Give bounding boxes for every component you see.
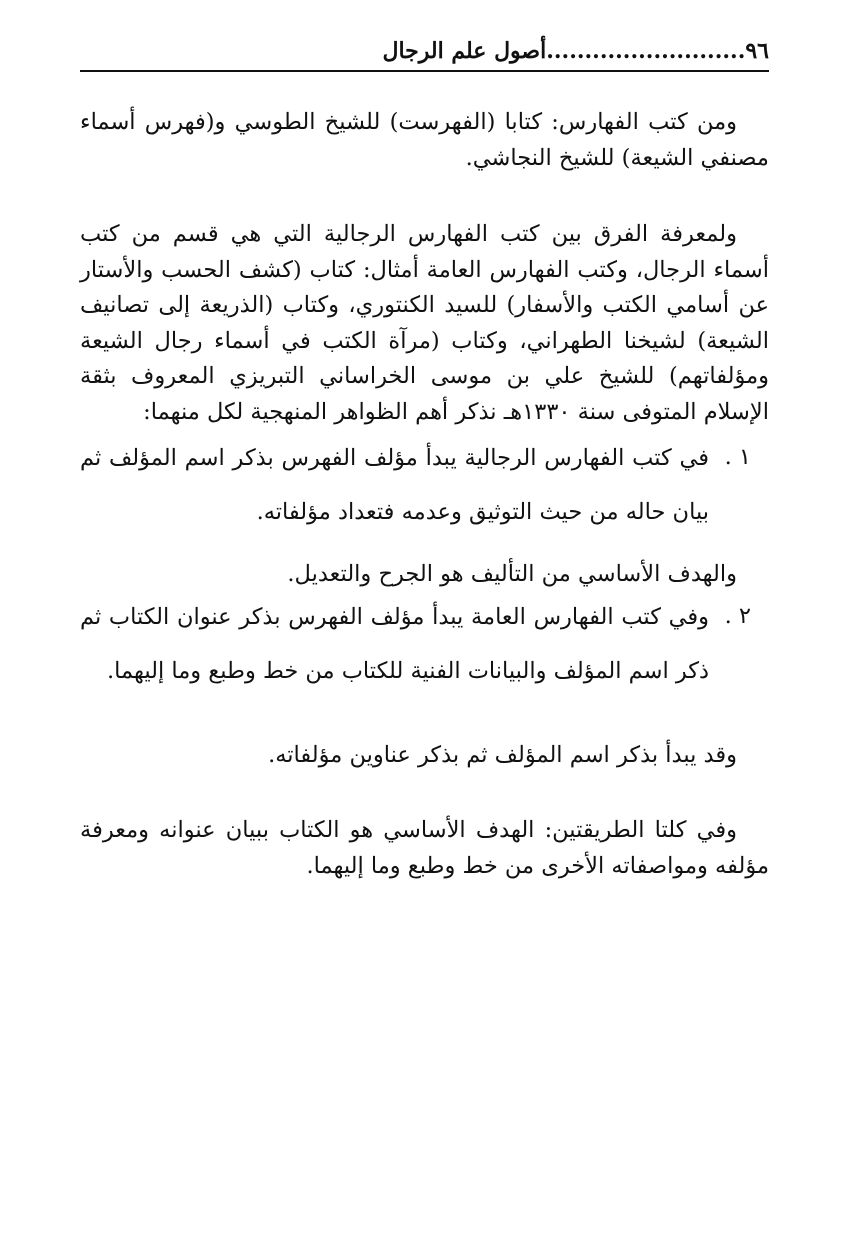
- paragraph-5: وفي كلتا الطريقتين: الهدف الأساسي هو الكتاب ببيان عنوانه ومعرفة مؤلفه ومواصفاته الأخرى من خط وطبع وما إليهما.: [80, 817, 769, 879]
- page-number: ٩٦: [745, 38, 769, 64]
- running-header: [80, 36, 769, 72]
- book-title-header: [382, 36, 769, 66]
- list-item-1-text: في كتب الفهارس الرجالية يبدأ مؤلف الفهرس بذكر اسم المؤلف ثم بيان حاله من حيث التوثيق وعدمه فتعداد مؤلفاته.: [80, 445, 709, 525]
- header-dot-leader: ..........................: [546, 38, 746, 64]
- list-item-2: [80, 599, 769, 698]
- paragraph-1: ومن كتب الفهارس: كتابا (الفهرست) للشيخ الطوسي و(فهرس أسماء مصنفي الشيعة) للشيخ النجاشي.: [80, 109, 769, 171]
- document-page: [80, 36, 769, 884]
- list-item-1-number: ١ .: [724, 444, 751, 470]
- book-title: أصول علم الرجال: [382, 38, 547, 64]
- list-item-2-text: وفي كتب الفهارس العامة يبدأ مؤلف الفهرس بذكر عنوان الكتاب ثم ذكر اسم المؤلف والبيانات الفنية للكتاب من خط وطبع وما إليهما.: [80, 603, 709, 684]
- list-item-2-number: ٢ .: [724, 602, 751, 629]
- paragraph-2: ولمعرفة الفرق بين كتب الفهارس الرجالية التي هي قسم من كتب أسماء الرجال، وكتب الفهارس العامة أمثال: كتاب (كشف الحسب والأستار عن أسامي الكتب والأسفار) للسيد الكنتوري، وكتاب (الذريعة إلى تصانيف الشيعة) لشيخنا الطهراني، وكتاب (مرآة الكتب في أسماء رجال الشيعة ومؤلفاتهم) للشيخ علي بن موسى الخراساني التبريزي المعروف بثقة الإسلام المتوفى سنة ١٣٣٠هـ نذكر أهم الظواهر المنهجية لكل منهما:: [80, 221, 769, 425]
- paragraph-3: والهدف الأساسي من التأليف هو الجرح والتعديل.: [287, 561, 737, 587]
- paragraph-4: وقد يبدأ بذكر اسم المؤلف ثم بذكر عناوين مؤلفاته.: [268, 741, 737, 768]
- list-item-1: [80, 440, 769, 539]
